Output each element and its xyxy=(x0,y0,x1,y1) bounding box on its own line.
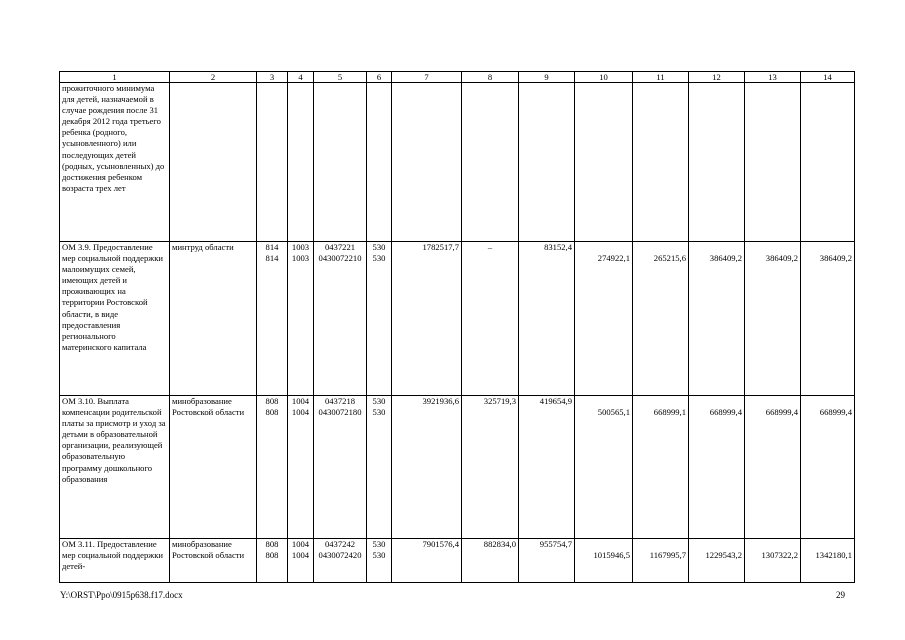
measure-description: прожиточного минимума для детей, назначаемой в случае рождения после 31 декабря 2012 года третьего ребенка (родного, усыновленного) или последующих детей (родных, усыновленных) до достижения ребенком возраста трех лет xyxy=(60,83,170,242)
year-value: 955754,7 xyxy=(519,539,575,583)
column-number: 7 xyxy=(392,72,462,83)
total-value: 3921936,6 xyxy=(392,396,462,539)
csr-code: 0430072210 xyxy=(318,253,362,264)
csr-code: 0430072420 xyxy=(318,550,362,561)
column-number: 11 xyxy=(633,72,689,83)
executor: минобразование Ростовской области xyxy=(170,396,257,539)
year-value: 1342180,1 xyxy=(801,539,855,583)
year-value: 500565,1 xyxy=(575,396,633,539)
year-value: 668999,1 xyxy=(633,396,689,539)
year-value: 668999,4 xyxy=(745,396,801,539)
year-value: 668999,4 xyxy=(801,396,855,539)
column-number: 9 xyxy=(519,72,575,83)
rzpr-code: 1004 xyxy=(291,539,310,549)
budget-table xyxy=(59,71,855,583)
vr-code: 530 xyxy=(372,396,386,406)
year-value: 83152,4 xyxy=(519,242,575,396)
executor: минтруд области xyxy=(170,242,257,396)
table-row xyxy=(60,242,855,396)
executor: минобразование Ростовской области xyxy=(170,539,257,583)
column-number: 2 xyxy=(170,72,257,83)
rzpr-code: 1004 xyxy=(291,407,310,418)
csr-code: 0437218 xyxy=(324,396,356,406)
year-value: 1307322,2 xyxy=(745,539,801,583)
column-number: 10 xyxy=(575,72,633,83)
executor xyxy=(170,83,257,242)
grbs-code: 808 xyxy=(265,550,279,561)
measure-description: ОМ 3.11. Предоставление мер социальной поддержки детей- xyxy=(60,539,170,583)
column-number: 3 xyxy=(257,72,288,83)
total-value: 1782517,7 xyxy=(392,242,462,396)
column-number: 12 xyxy=(689,72,745,83)
grbs-code: 808 xyxy=(265,407,279,418)
year-value: 419654,9 xyxy=(519,396,575,539)
year-value: 386409,2 xyxy=(745,242,801,396)
rzpr-code: 1003 xyxy=(291,242,310,252)
column-number: 5 xyxy=(314,72,367,83)
vr-code: 530 xyxy=(372,539,386,549)
csr-code: 0430072180 xyxy=(318,407,362,418)
year-value: 882834,0 xyxy=(462,539,519,583)
vr-code: 530 xyxy=(372,242,386,252)
page-number: 29 xyxy=(836,590,845,600)
column-number: 13 xyxy=(745,72,801,83)
column-number: 6 xyxy=(367,72,392,83)
vr-code: 530 xyxy=(372,550,386,561)
column-number: 14 xyxy=(801,72,855,83)
grbs-code: 814 xyxy=(265,253,279,264)
grbs-code: 808 xyxy=(265,539,279,549)
year-value: 668999,4 xyxy=(689,396,745,539)
table-row xyxy=(60,539,855,583)
csr-code: 0437221 xyxy=(324,242,356,252)
year-value: 386409,2 xyxy=(689,242,745,396)
rzpr-code: 1003 xyxy=(291,253,310,264)
vr-code: 530 xyxy=(372,253,386,264)
column-number-row xyxy=(60,72,855,83)
vr-code: 530 xyxy=(372,407,386,418)
year-value: 325719,3 xyxy=(462,396,519,539)
column-number: 8 xyxy=(462,72,519,83)
rzpr-code: 1004 xyxy=(291,396,310,406)
table-row xyxy=(60,396,855,539)
measure-description: ОМ 3.10. Выплата компенсации родительской платы за присмотр и уход за детьми в образовательной организации, реализующей образовательную программу дошкольного образования xyxy=(60,396,170,539)
year-value: 1167995,7 xyxy=(633,539,689,583)
year-value: 386409,2 xyxy=(801,242,855,396)
year-value: 1015946,5 xyxy=(575,539,633,583)
rzpr-code: 1004 xyxy=(291,550,310,561)
column-number: 4 xyxy=(288,72,314,83)
year-value: 265215,6 xyxy=(633,242,689,396)
column-number: 1 xyxy=(60,72,170,83)
year-value: 274922,1 xyxy=(575,242,633,396)
file-path-footer: Y:\ORST\Ppo\0915p638.f17.docx xyxy=(60,590,183,600)
measure-description: ОМ 3.9. Предоставление мер социальной поддержки малоимущих семей, имеющих детей и проживающих на территории Ростовской области, в виде предоставления регионального материнского капитала xyxy=(60,242,170,396)
year-value: – xyxy=(462,242,519,396)
total-value: 7901576,4 xyxy=(392,539,462,583)
table-row xyxy=(60,83,855,242)
grbs-code: 808 xyxy=(265,396,279,406)
csr-code: 0437242 xyxy=(324,539,356,549)
year-value: 1229543,2 xyxy=(689,539,745,583)
grbs-code: 814 xyxy=(265,242,279,252)
